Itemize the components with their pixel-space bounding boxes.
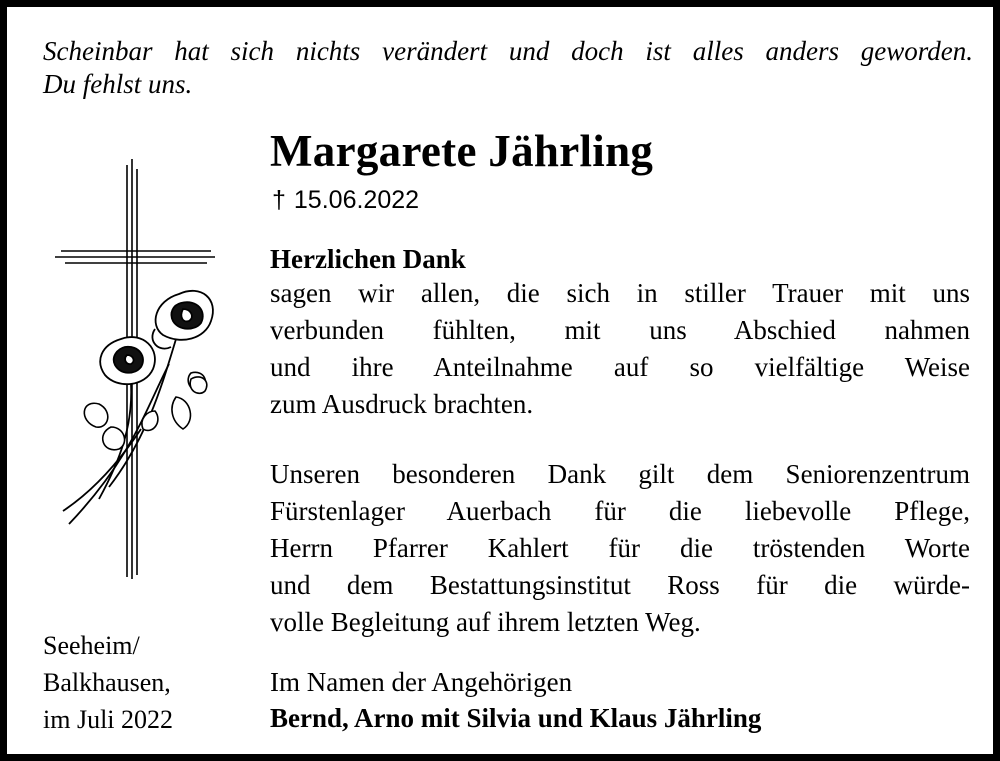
text-line: zum Ausdruck brachten. [270, 389, 534, 419]
motto-line-2: Du fehlst uns. [43, 69, 193, 99]
thanks-paragraph-1 [270, 275, 970, 423]
thanks-title: Herzlichen Dank [270, 244, 466, 274]
closing [270, 664, 761, 736]
motto-line-1: Scheinbar hat sich nichts verändert und doch ist alles anders geworden. [43, 36, 973, 66]
text-line: sagen wir allen, die sich in stiller Trauer mit uns [270, 278, 970, 308]
text-line: und dem Bestattungsinstitut Ross für die würde- [270, 570, 970, 600]
place-line-3: im Juli 2022 [43, 705, 174, 734]
deceased-name: Margarete Jährling [270, 126, 654, 176]
text-line: Unseren besonderen Dank gilt dem Seniorenzentrum [270, 459, 970, 489]
thanks-paragraph-2 [270, 456, 970, 641]
closing-line: Im Namen der Angehörigen [270, 667, 573, 697]
place-line-1: Seeheim/ [43, 631, 140, 660]
text-line: verbunden fühlten, mit uns Abschied nahmen [270, 315, 970, 345]
text-line: Fürstenlager Auerbach für die liebevolle Pflege, [270, 496, 970, 526]
motto [43, 35, 973, 101]
place-date [43, 627, 173, 738]
text-line: Herrn Pfarrer Kahlert für die tröstenden Worte [270, 533, 970, 563]
text-line: und ihre Anteilnahme auf so vielfältige Weise [270, 352, 970, 382]
place-line-2: Balkhausen, [43, 668, 171, 697]
cross-with-roses-icon [51, 159, 221, 584]
death-date-line [272, 183, 419, 217]
dagger-icon: † [272, 186, 286, 214]
signers: Bernd, Arno mit Silvia und Klaus Jährling [270, 703, 762, 733]
text-line: volle Begleitung auf ihrem letzten Weg. [270, 607, 701, 637]
death-date: 15.06.2022 [293, 186, 420, 214]
